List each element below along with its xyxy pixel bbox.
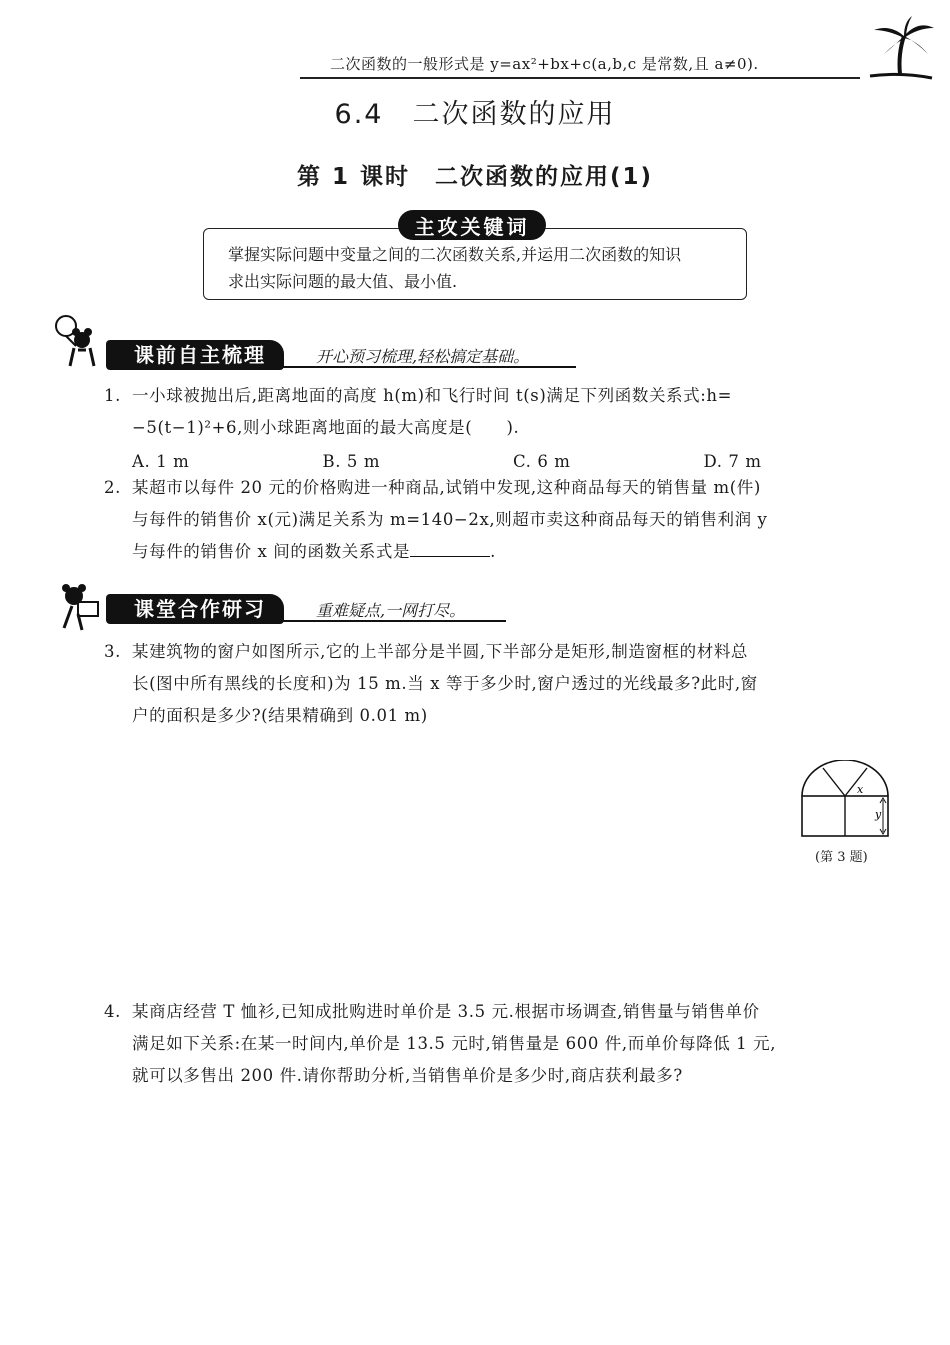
lesson-title: 第 1 课时 二次函数的应用(1) [296,164,654,190]
question-1: 1. 一小球被抛出后,距离地面的高度 h(m)和飞行时间 t(s)满足下列函数关系式:h= −5(t−1)²+6,则小球距离地面的最大高度是( ). A. 1 m B. 5 m C. 6 m D. 7 m [104,380,894,478]
answer-blank[interactable] [410,538,490,557]
window-figure [795,760,895,840]
semicircle-arc [802,760,888,796]
banner-preview: 课前自主梳理 开心预习梳理,轻松搞定基础。 [106,340,586,374]
figure-caption: (第 3 题) [815,850,868,865]
mascot-reading-icon [52,578,106,636]
option-b: B. 5 m [322,452,381,471]
header-note: 二次函数的一般形式是 y=ax²+bx+c(a,b,c 是常数,且 a≠0). [330,55,759,73]
radial-bar-left [823,768,845,796]
radial-bar-right [845,768,867,796]
option-d: D. 7 m [703,452,762,471]
question-2: 2. 某超市以每件 20 元的价格购进一种商品,试销中发现,这种商品每天的销售量 m(件) 与每件的销售价 x(元)满足关系为 m=140−2x,则超市卖这种商品每天的销售利润 y 与每件的销售价 x 间的函数关系式是 . [104,478,768,561]
option-a: A. 1 m [132,452,190,471]
question-4: 4. 某商店经营 T 恤衫,已知成批购进时单价是 3.5 元.根据市场调查,销售量与销售单价 满足如下关系:在某一时间内,单价是 13.5 元时,销售量是 600 件,而单价每降低 1 元, 就可以多售出 200 件.请你帮助分析,当销售单价是多少时,商店获利最多? [104,1002,777,1085]
x-label: x [857,783,864,796]
mascot-icon [52,312,106,370]
key-points-text: 掌握实际问题中变量之间的二次函数关系,并运用二次函数的知识 求出实际问题的最大值、最小值. [228,245,682,291]
banner-classroom: 课堂合作研习 重难疑点,一网打尽。 [106,594,506,628]
y-label: y [875,808,882,821]
section-title: 6.4 二次函数的应用 [334,99,616,130]
header-rule [300,77,860,79]
question-3: 3. 某建筑物的窗户如图所示,它的上半部分是半圆,下半部分是矩形,制造窗框的材料总 长(图中所有黑线的长度和)为 15 m.当 x 等于多少时,窗户透过的光线最多?此时,窗 户的面积是多少?(结果精确到 0.01 m) [104,642,758,725]
key-points-label: 主攻关键词 [398,208,546,242]
option-c: C. 6 m [513,452,571,471]
palm-tree-icon [860,14,940,84]
